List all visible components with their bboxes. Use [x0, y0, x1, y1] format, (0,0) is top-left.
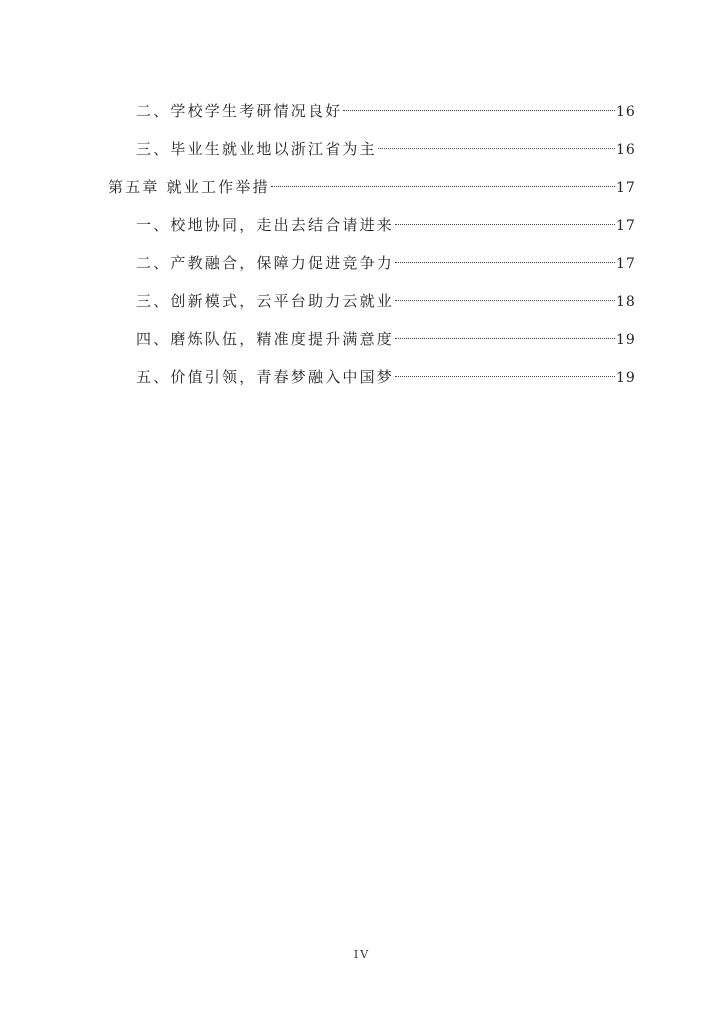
toc-entry-page: 18 — [616, 294, 636, 310]
toc-chapter-entry[interactable] — [0, 171, 724, 195]
toc-entry-label: 三、创新模式，云平台助力云就业 — [136, 292, 395, 310]
toc-entry-label: 二、学校学生考研情况良好 — [136, 102, 343, 120]
toc-entry-page: 16 — [616, 142, 636, 158]
toc-dot-leader — [378, 128, 615, 149]
toc-entry-label: 四、磨炼队伍，精准度提升满意度 — [136, 330, 395, 348]
toc-entry[interactable] — [0, 209, 724, 233]
toc-dot-leader — [395, 318, 615, 339]
toc-entry-page: 19 — [616, 332, 636, 348]
toc-entry[interactable] — [0, 361, 724, 385]
toc-dot-leader — [395, 204, 615, 225]
toc-entry-page: 19 — [616, 370, 636, 386]
toc-entry-label: 三、毕业生就业地以浙江省为主 — [136, 140, 377, 158]
toc-entry-page: 16 — [616, 104, 636, 120]
toc-entry[interactable] — [0, 95, 724, 119]
toc-dot-leader — [343, 90, 615, 111]
page-number: IV — [353, 948, 371, 961]
toc-entry[interactable] — [0, 323, 724, 347]
toc-dot-leader — [395, 356, 615, 377]
toc-dot-leader — [395, 242, 615, 263]
toc-entry[interactable] — [0, 285, 724, 309]
toc-entry-label: 二、产教融合，保障力促进竞争力 — [136, 254, 395, 272]
toc-entry-page: 17 — [616, 180, 636, 196]
toc-dot-leader — [395, 280, 615, 301]
toc-entry[interactable] — [0, 133, 724, 157]
toc-entry-page: 17 — [616, 218, 636, 234]
toc-dot-leader — [271, 166, 615, 187]
toc-entry-label: 第五章 就业工作举措 — [108, 178, 270, 196]
toc-entry[interactable] — [0, 247, 724, 271]
toc-entry-page: 17 — [616, 256, 636, 272]
toc-entry-label: 五、价值引领，青春梦融入中国梦 — [136, 368, 395, 386]
toc-entry-label: 一、校地协同，走出去结合请进来 — [136, 216, 395, 234]
